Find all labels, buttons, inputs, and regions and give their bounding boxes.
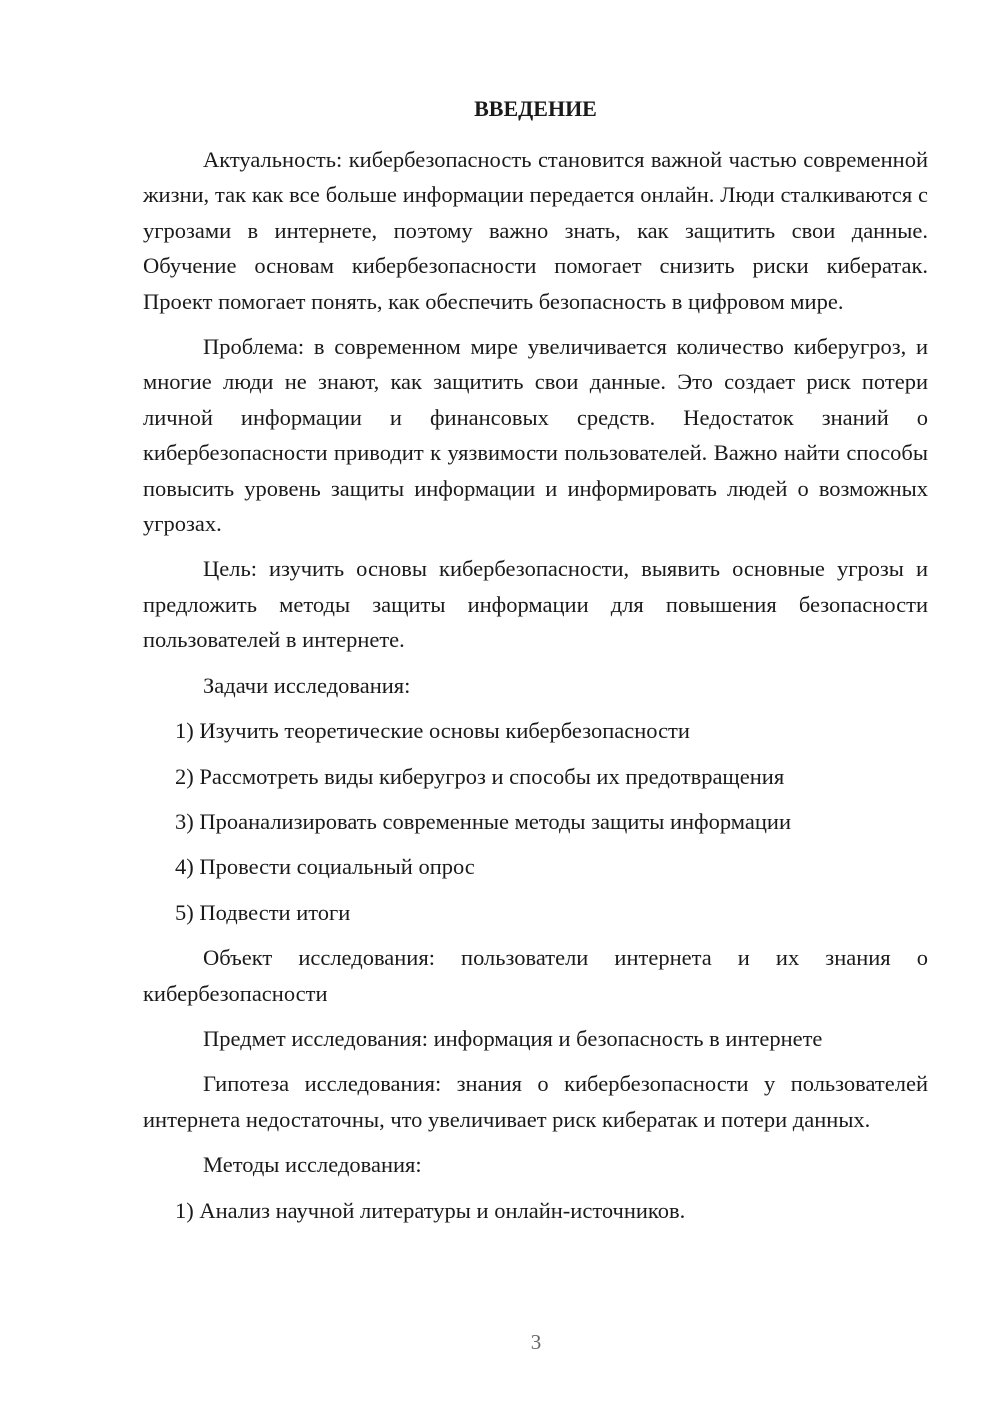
task-item: 1) Изучить теоретические основы кибербезопасности [175,718,690,744]
method-item: 1) Анализ научной литературы и онлайн-источников. [175,1197,686,1223]
page-body [143,94,928,1238]
methods-heading: Методы исследования: [203,1152,422,1178]
goal-paragraph: Цель: изучить основы кибербезопасности, выявить основные угрозы и предложить методы защиты информации для повышения безопасности пользователей в интернете. [143,556,928,653]
tasks-heading: Задачи исследования: [203,672,411,698]
subject-paragraph: Предмет исследования: информация и безопасность в интернете [203,1025,823,1051]
problem-paragraph: Проблема: в современном мире увеличивается количество киберугроз, и многие люди не знают, как защитить свои данные. Это создает риск потери личной информации и финансовых средств. Недостаток знаний о кибербезопасности приводит к уязвимости пользователей. Важно найти способы повысить уровень защиты информации и информировать людей о возможных угрозах. [143,334,928,537]
section-title: ВВЕДЕНИЕ [474,96,597,121]
task-item: 4) Провести социальный опрос [175,854,475,880]
object-paragraph: Объект исследования: пользователи интернета и их знания о кибербезопасности [143,945,928,1006]
task-item: 2) Рассмотреть виды киберугроз и способы их предотвращения [175,763,785,789]
task-item: 5) Подвести итоги [175,899,351,925]
task-item: 3) Проанализировать современные методы защиты информации [175,808,791,834]
relevance-paragraph: Актуальность: кибербезопасность становится важной частью современной жизни, так как все больше информации передается онлайн. Люди сталкиваются с угрозами в интернете, поэтому важно знать, как защитить свои данные. Обучение основам кибербезопасности помогает снизить риски кибератак. Проект помогает понять, как обеспечить безопасность в цифровом мире. [143,147,928,314]
page-number: 3 [530,1330,542,1354]
hypothesis-paragraph: Гипотеза исследования: знания о кибербезопасности у пользователей интернета недостаточны, что увеличивает риск кибератак и потери данных. [143,1071,928,1132]
